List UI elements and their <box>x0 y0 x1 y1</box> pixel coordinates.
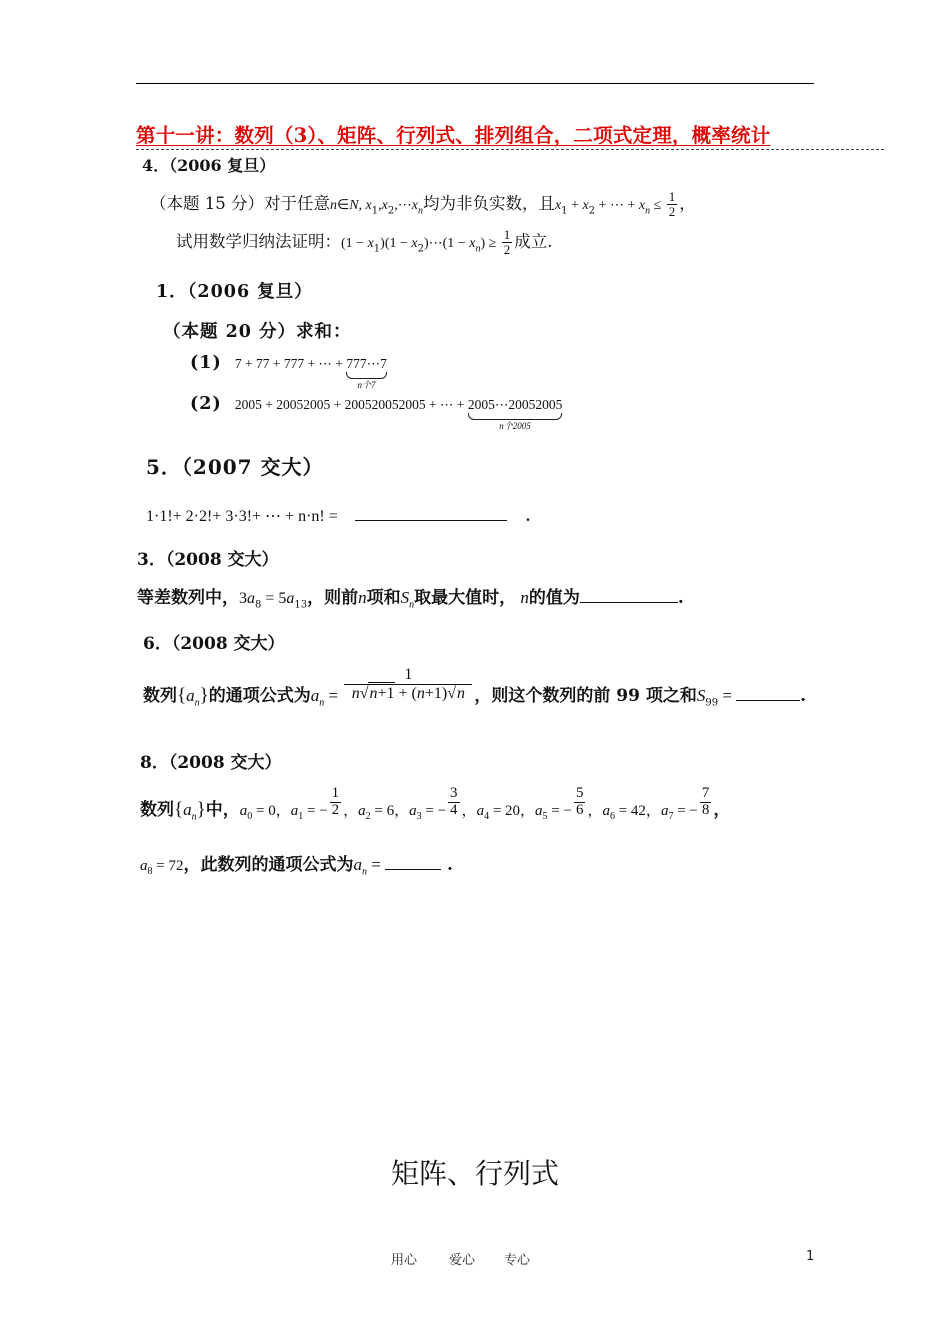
problem-1-intro: （本题 20 分）求和： <box>163 322 352 342</box>
title-dashed-rule <box>136 149 884 150</box>
problem-8-line2-tail: ，此数列的通项公式为 <box>183 855 354 875</box>
problem-4-line2: 试用数学归纳法证明：$(1 - x_1)(1$ − $x_2)\cdots(1 - x_n)$ ≥ $\frac{1}{2}$ 成立. <box>176 227 553 257</box>
problem-1-item1-expr: 7 + 77 + 777 + ⋯ + <box>234 356 347 371</box>
problem-1-item2 <box>190 394 563 431</box>
problem-6-line: 数列$\{a_n\}$的通项公式为$a_n$ = $\frac{1}{n√n+1 + (n+1)√n}$ ，则这个数列的前 99 项之和$S_{99}$ = . <box>143 666 807 709</box>
problem-3-tail: 的值为 <box>528 588 580 608</box>
problem-4-intro: （本题 15 分）对于任意 <box>150 194 330 213</box>
lecture-title: 第十一讲：数列（3）、矩阵、行列式、排列组合，二项式定理，概率统计 <box>136 124 771 147</box>
problem-4-cond-tail: 均为非负实数，且 <box>422 194 555 213</box>
problem-1-item2-brace-caption: n个2005 <box>499 421 531 431</box>
problem-3-answer-blank[interactable] <box>580 602 678 603</box>
problem-8-line1: 数列$\{a_n\}$中，$a_0 = 0$，$a_1$ = − $\frac{1}{2}$ ，$a_2 = 6$，$a_3$ = − $\frac{3}{4}$ ，$a_4 = 20$，$a_5$ = − $\frac{5}{6}$ ，$a_6 = 42$，$a_7$ = − $\frac{7}{8}$ ， <box>140 785 731 823</box>
problem-6-mid: 的通项公式为 <box>208 686 311 707</box>
problem-1-item2-label: (2) <box>190 394 222 414</box>
problem-3-lead: 等差数列中， <box>137 588 239 608</box>
problem-3-mid: ，则前 <box>307 588 359 608</box>
problem-8-line2: $a_8 = 72$，此数列的通项公式为$a_n$ = . <box>140 855 453 878</box>
page-number: 1 <box>806 1249 815 1264</box>
problem-4-heading: 4．（2006 复旦） <box>142 156 276 175</box>
problem-3-mid2: 项和 <box>366 588 401 608</box>
problem-1-item1-label: (1) <box>190 353 222 373</box>
section-title: 矩阵、行列式 <box>390 1157 559 1190</box>
problem-4-line2-tail: 成立. <box>514 232 553 251</box>
problem-1-item1-brace-caption: n个7 <box>357 380 376 390</box>
problem-1-item1 <box>190 353 387 390</box>
problem-1-heading: 1．（2006 复旦） <box>156 282 313 302</box>
problem-5-answer-blank[interactable] <box>355 520 507 521</box>
problem-1-item2-underbrace: 2005⋯20052005 n个2005 <box>467 397 563 431</box>
footer-motto-3: 专心 <box>504 1253 531 1268</box>
problem-5-line: 1·1!+ 2·2!+ 3·3!+ ⋯ + n·n! = . <box>146 508 530 525</box>
problem-5-heading: 5．（2007 交大） <box>146 455 324 479</box>
problem-3-line: 等差数列中，$3a_8 = 5a_{13}$，则前n项和$S_n$取最大值时， n的值为 . <box>137 588 684 611</box>
problem-6-lead: 数列 <box>143 686 177 707</box>
problem-1-item2-expr: 2005 + 20052005 + 200520052005 + ⋯ + <box>234 397 468 412</box>
header-rule <box>136 83 814 84</box>
problem-3-mid3: 取最大值时， <box>414 588 517 608</box>
problem-6-answer-blank[interactable] <box>736 700 800 701</box>
footer-motto-1: 用心 <box>391 1253 418 1268</box>
problem-8-mid: 中， <box>205 799 240 820</box>
problem-8-heading: 8．（2008 交大） <box>140 753 282 773</box>
problem-4-line2-lead: 试用数学归纳法证明： <box>176 232 341 251</box>
problem-4-line1: （本题 15 分）对于任意n∈N, $x_1,x_2,\cdots x_n$均为非负实数，且$x_1 + x_2$ + ⋯ + $x_n$ ≤ $\frac{1}{2}$ ， <box>150 189 696 219</box>
problem-1-item1-underbrace: 777⋯7 n个7 <box>346 356 387 390</box>
problem-6-heading: 6．（2008 交大） <box>143 634 285 654</box>
problem-3-heading: 3．（2008 交大） <box>137 550 279 570</box>
problem-6-tail: ，则这个数列的前 99 项之和 <box>474 686 697 707</box>
problem-8-lead: 数列 <box>140 799 174 820</box>
problem-5-expr: 1·1!+ 2·2!+ 3·3!+ ⋯ + n·n! = <box>146 508 338 525</box>
problem-8-answer-blank[interactable] <box>385 869 441 870</box>
footer-motto-2: 爱心 <box>449 1253 476 1268</box>
